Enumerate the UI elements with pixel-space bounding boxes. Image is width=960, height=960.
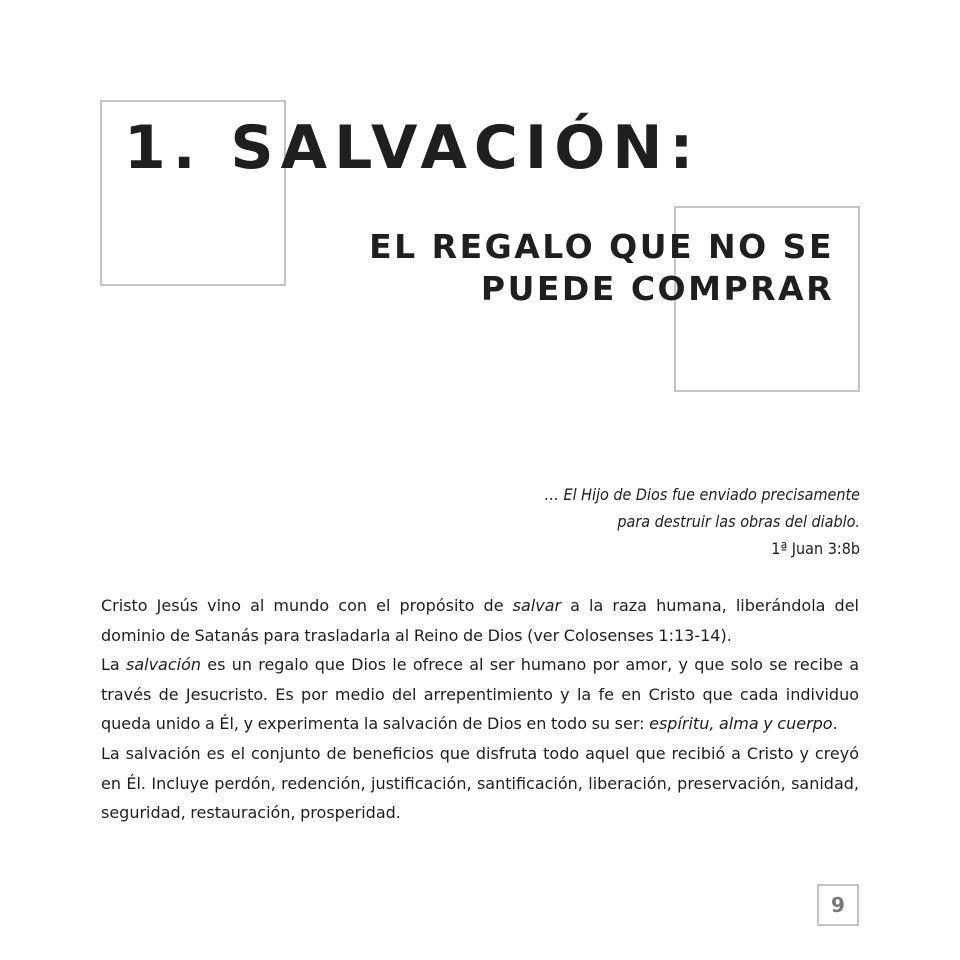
paragraph-1-emphasis: salvar [512,596,562,615]
epigraph-line-2: para destruir las obras del diablo. [617,512,860,531]
epigraph-quote [340,481,860,562]
page-number: 9 [817,884,859,926]
chapter-subtitle [369,226,834,310]
epigraph-reference: 1ª Juan 3:8b [771,539,860,558]
chapter-title: 1. SALVACIÓN: [124,113,701,183]
paragraph-2-text-c: . [832,714,838,734]
paragraph-1-text-b: a la raza humana, liberándola del dominio de Satanás para trasladarla al Reino de Dios (ver Colosenses 1:13-14). [101,596,859,645]
body-paragraph-1 [101,591,859,650]
paragraph-2-emphasis-2: espíritu, alma y cuerpo [649,714,833,734]
epigraph-line-1: … El Hijo de Dios fue enviado precisamente [544,485,860,504]
paragraph-2-text-a: La [101,655,126,675]
chapter-subtitle-line-2: PUEDE COMPRAR [480,269,834,308]
paragraph-1-text-a: Cristo Jesús vino al mundo con el propósito de [101,596,513,615]
paragraph-2-emphasis-1: salvación [125,655,202,675]
body-paragraph-2 [101,650,859,739]
paragraph-2-text-b: es un regalo que Dios le ofrece al ser humano por amor, y que solo se recibe a través de Jesucristo. Es por medio del arrepentimiento y la fe en Cristo que cada individuo queda unido a Él, y experimenta la salvación de Dios en todo su ser: [101,655,860,734]
body-paragraph-3: La salvación es el conjunto de beneficios que disfruta todo aquel que recibió a Cristo y creyó en Él. Incluye perdón, redención, justificación, santificación, liberación, preservación, sanidad, seguridad, restauración, prosperidad. [101,743,859,823]
chapter-subtitle-line-1: EL REGALO QUE NO SE [369,227,834,266]
body-text [101,591,859,828]
